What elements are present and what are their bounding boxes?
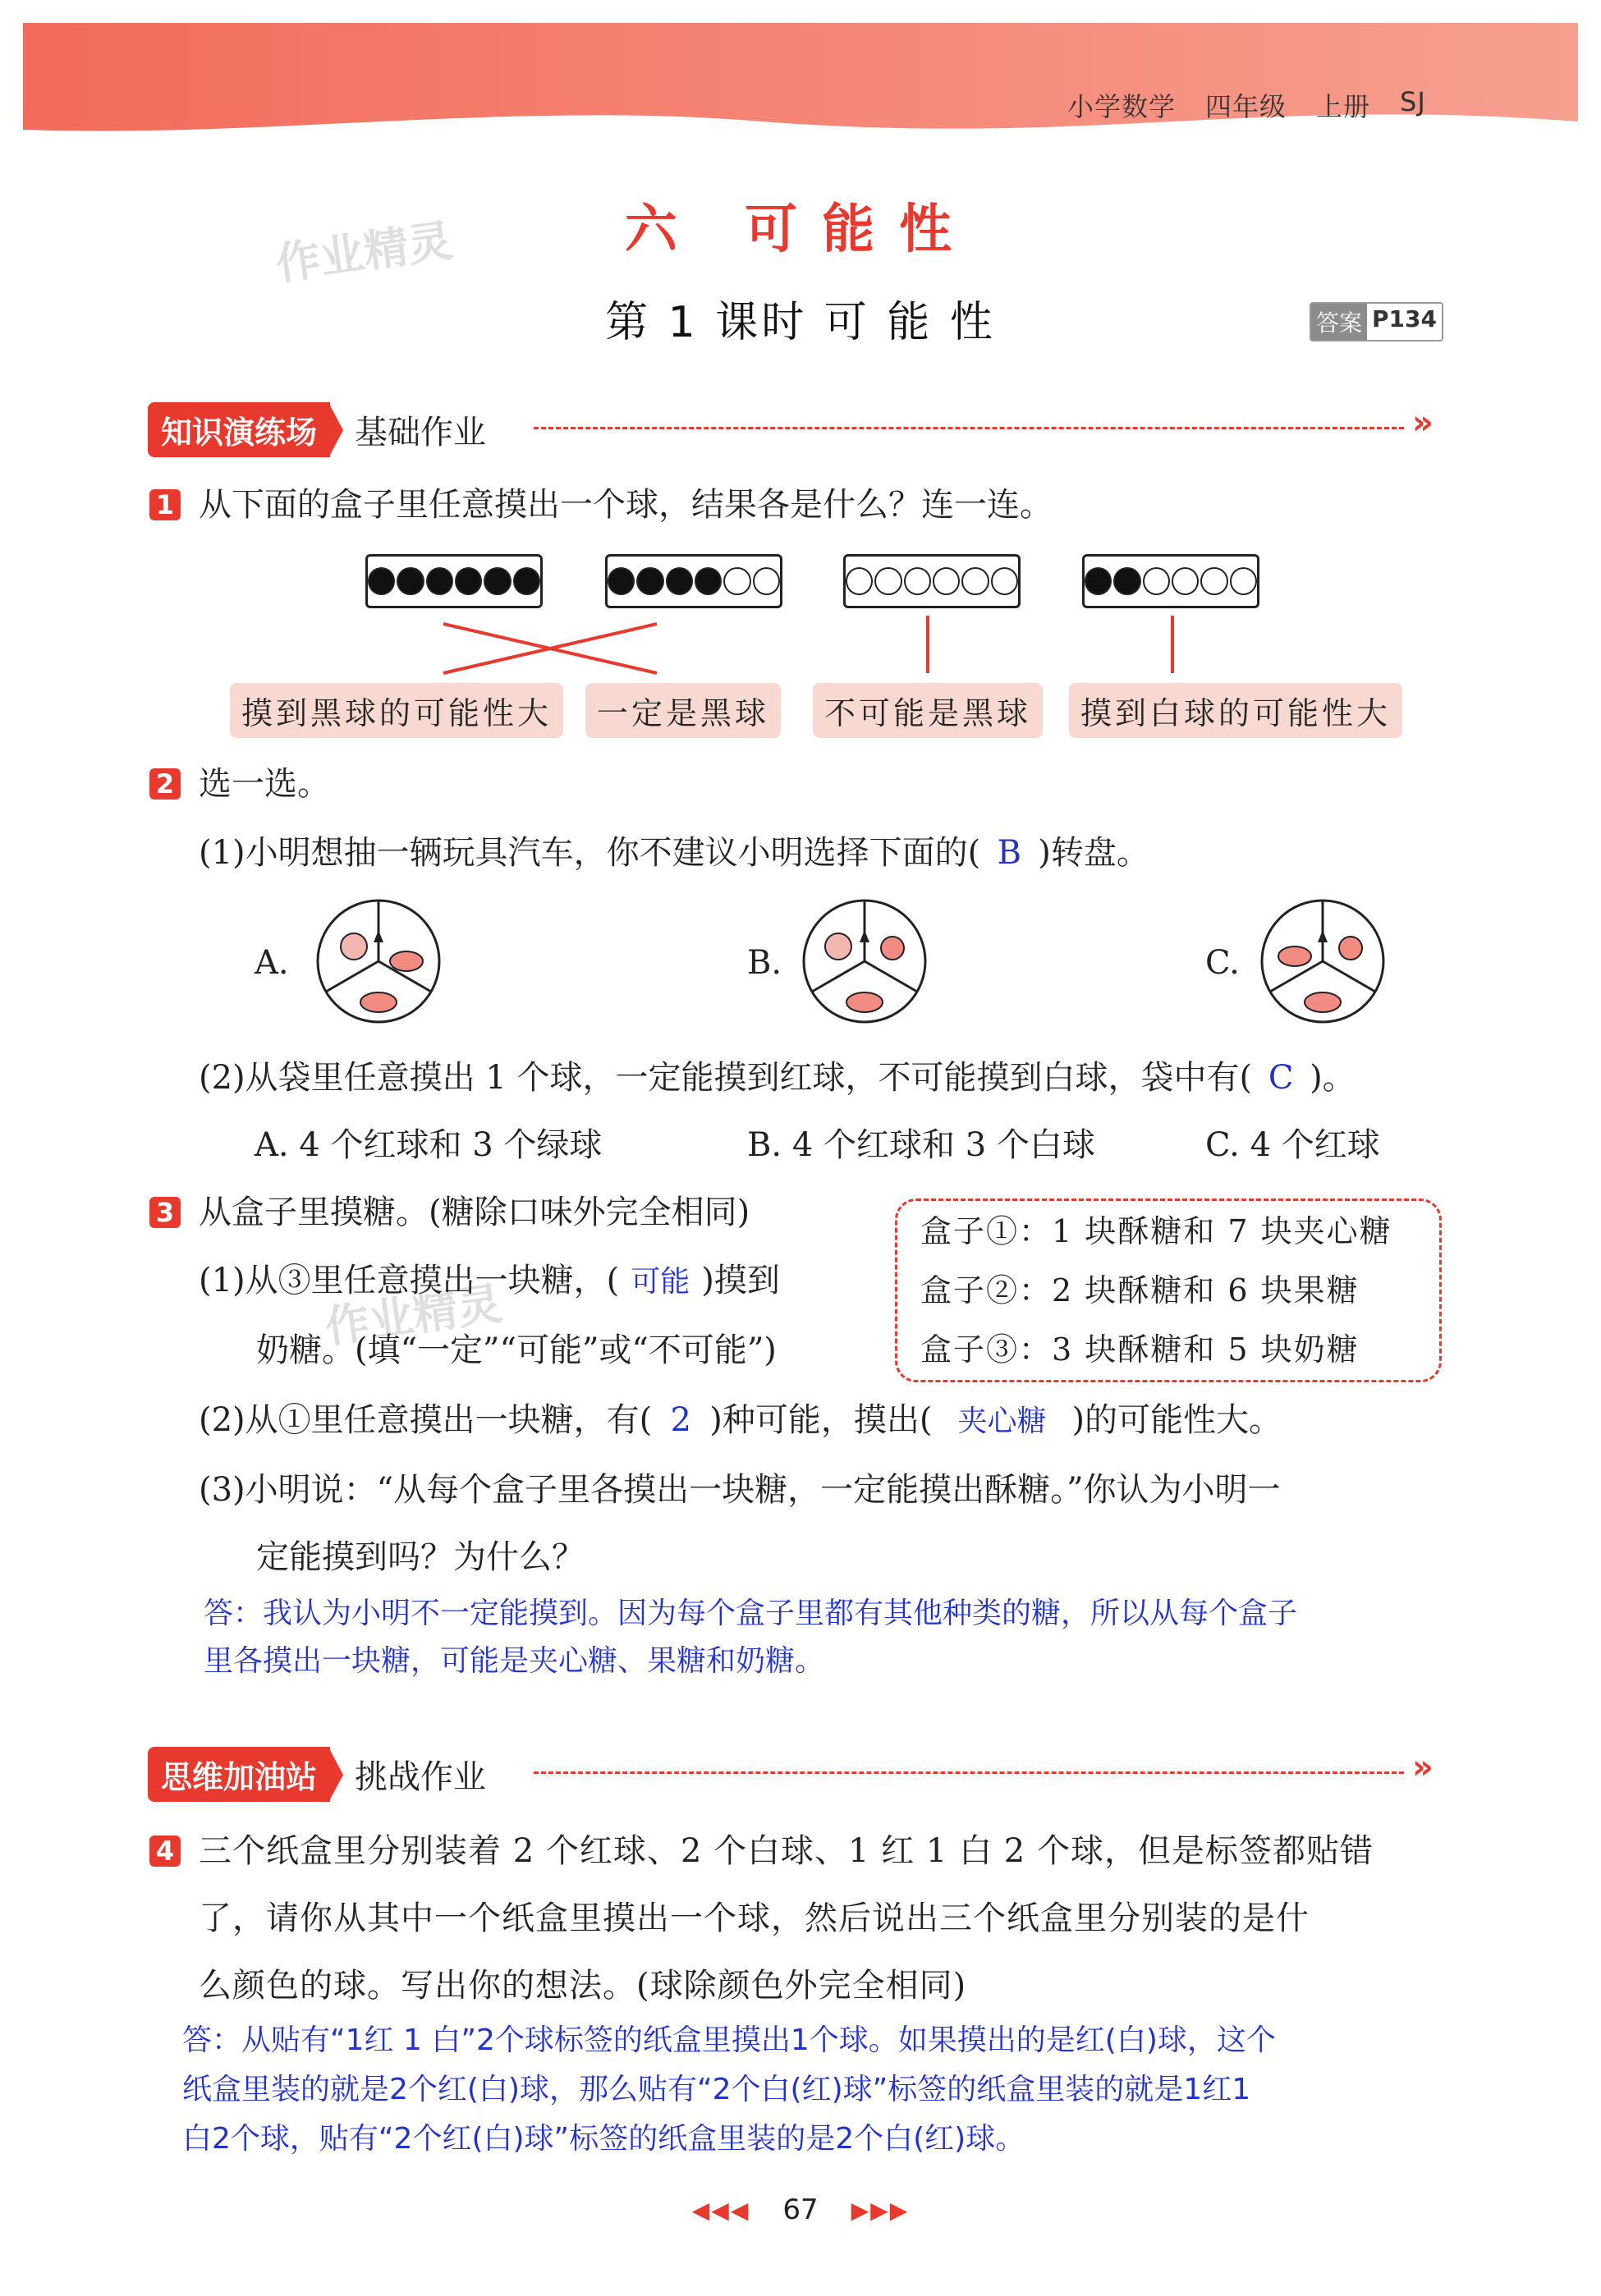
q3-answer-line-2: 里各摸出一块糖，可能是夹心糖、果糖和奶糖。 xyxy=(204,1644,825,1678)
black-ball xyxy=(1113,567,1140,595)
section2-badge: 思维加油站 xyxy=(148,1747,330,1802)
lesson-title: 第 1 课时 可 能 性 xyxy=(605,298,996,347)
section1-header xyxy=(148,402,486,457)
prev-triangles-icon: ◀◀◀ xyxy=(691,2196,750,2224)
q1-text: 从下面的盒子里任意摸出一个球，结果各是什么？连一连。 xyxy=(199,486,1053,524)
q4-answer-line-2: 纸盒里装的就是2个红(白)球，那么贴有“2个白(红)球”标签的纸盒里装的就是1红1 xyxy=(182,2073,1251,2106)
q3-sub3-line1: (3)小明说：“从每个盒子里各摸出一块糖，一定能摸出酥糖。”你认为小明一 xyxy=(199,1471,1281,1509)
q2-sub1-answer: B xyxy=(997,834,1021,872)
watermark: 作业精灵 xyxy=(273,214,456,291)
q3-sub2-prefix: (2)从①里任意摸出一块糖，有( xyxy=(199,1401,653,1439)
ball-box-2 xyxy=(605,554,782,608)
white-ball xyxy=(1200,567,1227,595)
q2-sub1 xyxy=(199,832,1149,873)
page-footer xyxy=(0,2193,1601,2226)
double-chevron-icon: » xyxy=(1412,1748,1434,1786)
ball-box-1 xyxy=(365,554,543,608)
q4-line-3: 么颜色的球。写出你的想法。(球除颜色外完全相同) xyxy=(199,1967,967,2005)
answer-ref-label: 答案 xyxy=(1311,304,1367,340)
white-ball xyxy=(846,567,873,595)
header-edition: SJ xyxy=(1400,86,1426,117)
q2-text: 选一选。 xyxy=(199,765,330,803)
black-ball xyxy=(1085,567,1112,595)
q3-sub1-line1 xyxy=(199,1260,780,1303)
white-ball xyxy=(874,567,901,595)
q3-answer-line-1: 答：我认为小明不一定能摸到。因为每个盒子里都有其他种类的糖，所以从每个盒子 xyxy=(204,1597,1298,1630)
chapter-title: 六 可能性 xyxy=(624,199,977,260)
q3-text: 从盒子里摸糖。(糖除口味外完全相同) xyxy=(199,1194,750,1231)
black-ball xyxy=(484,567,511,595)
spinner-b xyxy=(800,897,929,1025)
section1-badge: 知识演练场 xyxy=(148,402,330,457)
q1-label-2: 一定是黑球 xyxy=(585,683,781,738)
watermark-2: 作业精灵 xyxy=(322,1277,505,1354)
page-number: 67 xyxy=(782,2193,819,2226)
q3-sub1-prefix: (1)从③里任意摸出一块糖，( xyxy=(199,1262,620,1299)
q3-sub1-suffix: )摸到 xyxy=(701,1262,780,1299)
q2-option-b: B. 4 个红球和 3 个白球 xyxy=(747,1126,1095,1164)
section2-divider xyxy=(534,1771,1404,1774)
q3-sub2 xyxy=(199,1400,1282,1442)
q2-sub2-answer: C xyxy=(1268,1059,1294,1097)
white-ball xyxy=(1230,567,1257,595)
white-ball xyxy=(961,567,989,595)
double-chevron-icon: » xyxy=(1412,404,1434,442)
q3-sub1-line2: 奶糖。(填“一定”“可能”或“不可能”) xyxy=(256,1331,777,1369)
header-tags xyxy=(1067,86,1426,124)
spinner-label-b: B. xyxy=(747,944,782,982)
q3-sub2-answer1: 2 xyxy=(670,1401,691,1439)
q3-sub2-suffix: )的可能性大。 xyxy=(1071,1401,1282,1439)
answer-ref-page: P134 xyxy=(1367,304,1442,340)
q2-sub2 xyxy=(199,1057,1356,1098)
black-ball xyxy=(636,567,663,595)
q1-connecting-lines xyxy=(0,607,1601,681)
q1-label-1: 摸到黑球的可能性大 xyxy=(230,683,563,738)
section2-subtitle: 挑战作业 xyxy=(355,1758,487,1796)
white-ball xyxy=(1143,567,1170,595)
q3-sub3-line2: 定能摸到吗？为什么？ xyxy=(256,1538,585,1576)
q2-sub2-suffix: )。 xyxy=(1310,1059,1356,1097)
spinner-c xyxy=(1259,897,1387,1025)
white-ball xyxy=(904,567,931,595)
answer-ref-badge xyxy=(1310,302,1443,341)
header-subject: 小学数学 xyxy=(1067,91,1177,122)
section1-subtitle: 基础作业 xyxy=(355,414,487,451)
black-ball xyxy=(397,567,424,595)
black-ball xyxy=(513,567,540,595)
q4-line-2: 了，请你从其中一个纸盒里摸出一个球，然后说出三个纸盒里分别装的是什 xyxy=(199,1900,1310,1937)
white-ball xyxy=(933,567,960,595)
header-band xyxy=(23,23,1578,146)
candy-box-list xyxy=(895,1198,1442,1382)
white-ball xyxy=(1172,567,1199,595)
q3-sub2-middle: )种可能，摸出( xyxy=(709,1401,933,1439)
q3-sub2-answer2: 夹心糖 xyxy=(957,1405,1047,1438)
q1-label-4: 摸到白球的可能性大 xyxy=(1069,683,1402,738)
next-triangles-icon: ▶▶▶ xyxy=(851,2196,910,2224)
q2-sub1-prefix: (1)小明想抽一辆玩具汽车，你不建议小明选择下面的( xyxy=(199,834,981,872)
question-number-1: 1 xyxy=(149,489,181,520)
q2-sub2-prefix: (2)从袋里任意摸出 1 个球，一定能摸到红球，不可能摸到白球，袋中有( xyxy=(199,1059,1253,1097)
header-grade: 四年级 xyxy=(1205,91,1287,122)
spinner-a xyxy=(314,897,443,1025)
candy-box-1: 盒子①：1 块酥糖和 7 块夹心糖 xyxy=(920,1213,1392,1249)
section2-header xyxy=(148,1747,486,1802)
white-ball xyxy=(753,567,780,595)
q3-sub1-answer: 可能 xyxy=(631,1265,690,1299)
q2-sub1-suffix: )转盘。 xyxy=(1038,834,1149,872)
question-number-2: 2 xyxy=(149,768,181,800)
black-ball xyxy=(368,567,395,595)
ball-box-4 xyxy=(1082,554,1259,608)
white-ball xyxy=(723,567,750,595)
header-volume: 上册 xyxy=(1316,91,1371,122)
black-ball xyxy=(695,567,722,595)
q2-option-c: C. 4 个红球 xyxy=(1205,1126,1380,1164)
spinner-label-c: C. xyxy=(1205,944,1240,982)
ball-box-3 xyxy=(843,554,1021,608)
white-ball xyxy=(991,567,1018,595)
candy-box-2: 盒子②：2 块酥糖和 6 块果糖 xyxy=(920,1272,1360,1308)
black-ball xyxy=(426,567,453,595)
spinner-label-a: A. xyxy=(255,944,289,982)
q2-option-a: A. 4 个红球和 3 个绿球 xyxy=(255,1126,603,1164)
black-ball xyxy=(455,567,482,595)
q4-line-1: 三个纸盒里分别装着 2 个红球、2 个白球、1 红 1 白 2 个球，但是标签都贴错 xyxy=(199,1832,1374,1870)
question-number-4: 4 xyxy=(149,1835,181,1867)
question-number-3: 3 xyxy=(149,1197,181,1228)
black-ball xyxy=(608,567,635,595)
section1-divider xyxy=(534,427,1404,429)
candy-box-3: 盒子③：3 块酥糖和 5 块奶糖 xyxy=(920,1331,1360,1368)
q4-answer-line-1: 答：从贴有“1红 1 白”2个球标签的纸盒里摸出1个球。如果摸出的是红(白)球，这个 xyxy=(182,2023,1276,2057)
black-ball xyxy=(666,567,693,595)
q4-answer-line-3: 白2个球，贴有“2个红(白)球”标签的纸盒里装的是2个白(红)球。 xyxy=(182,2122,1025,2156)
q1-label-3: 不可能是黑球 xyxy=(813,683,1043,738)
